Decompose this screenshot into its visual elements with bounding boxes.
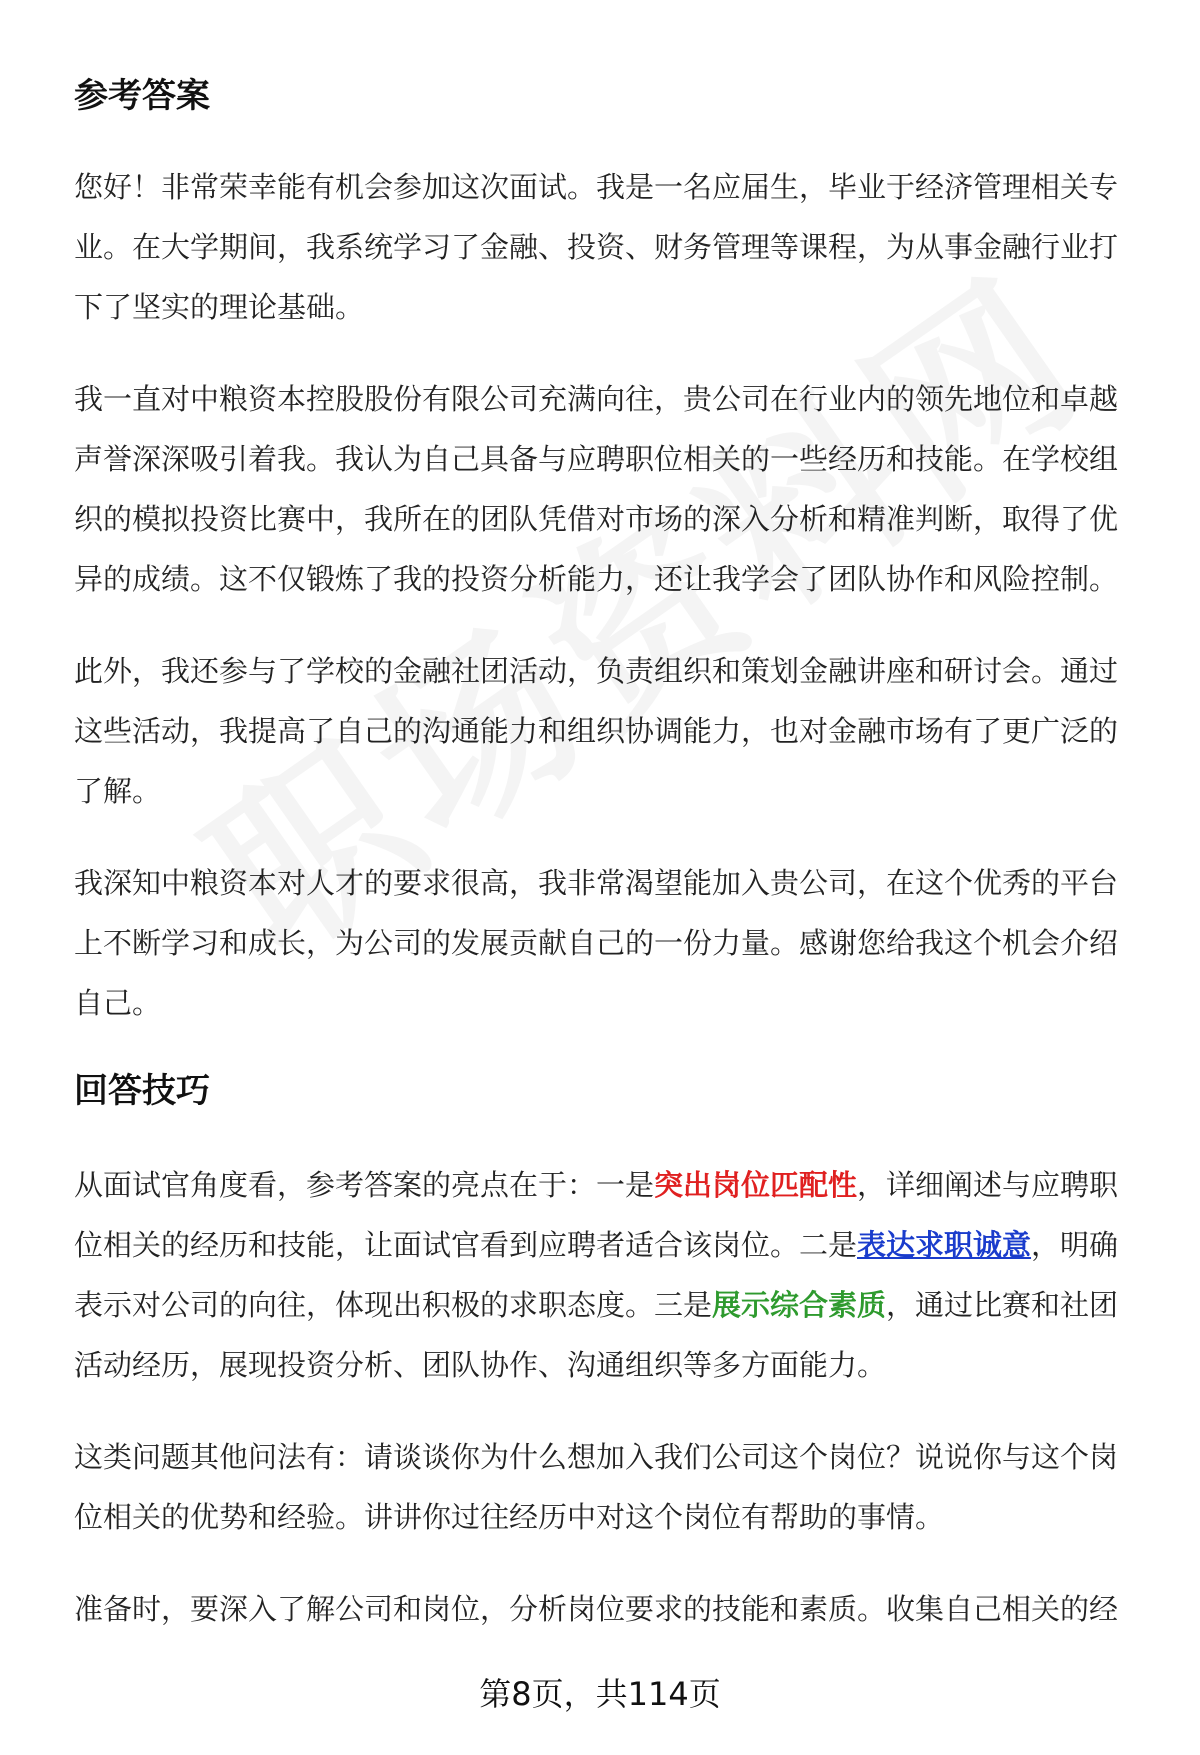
answer-paragraph-3: 此外，我还参与了学校的金融社团活动，负责组织和策划金融讲座和研讨会。通过这些活动，我提高了自己的沟通能力和组织协调能力，也对金融市场有了更广泛的了解。: [74, 654, 1119, 808]
highlight-overall-quality: 展示综合素质: [712, 1288, 887, 1322]
highlight-job-match: 突出岗位匹配性: [654, 1168, 858, 1202]
tips-text-part2: ，详细阐述与应聘职位相关的经历和技能，让面试官看到应聘者适合该岗位。二是: [74, 1168, 1119, 1262]
tips-text-part1: 从面试官角度看，参考答案的亮点在于：一是: [74, 1168, 655, 1202]
highlight-sincerity: 表达求职诚意: [857, 1228, 1032, 1262]
page-number: 第8页，共114页: [479, 1675, 721, 1713]
section-title-reference-answer: 参考答案: [74, 76, 210, 116]
answer-paragraph-1: 您好！非常荣幸能有机会参加这次面试。我是一名应届生，毕业于经济管理相关专业。在大学期间，我系统学习了金融、投资、财务管理等课程，为从事金融行业打下了坚实的理论基础。: [74, 170, 1119, 324]
tips-text-part4: ，通过比赛和社团活动经历，展现投资分析、团队协作、沟通组织等多方面能力。: [74, 1288, 1119, 1382]
tips-text-part3: ，明确表示对公司的向往，体现出积极的求职态度。三是: [74, 1228, 1119, 1322]
tips-paragraph-2: 这类问题其他问法有：请谈谈你为什么想加入我们公司这个岗位？说说你与这个岗位相关的优势和经验。讲讲你过往经历中对这个岗位有帮助的事情。: [74, 1440, 1119, 1534]
tips-paragraph-3: 准备时，要深入了解公司和岗位，分析岗位要求的技能和素质。收集自己相关的经: [74, 1592, 1119, 1626]
page-content: [74, 70, 1146, 1671]
section-title-answer-tips: 回答技巧: [74, 1071, 210, 1111]
answer-paragraph-4: 我深知中粮资本对人才的要求很高，我非常渴望能加入贵公司，在这个优秀的平台上不断学习和成长，为公司的发展贡献自己的一份力量。感谢您给我这个机会介绍自己。: [74, 866, 1119, 1020]
answer-paragraph-2: 我一直对中粮资本控股股份有限公司充满向往，贵公司在行业内的领先地位和卓越声誉深深吸引着我。我认为自己具备与应聘职位相关的一些经历和技能。在学校组织的模拟投资比赛中，我所在的团队凭借对市场的深入分析和精准判断，取得了优异的成绩。这不仅锻炼了我的投资分析能力，还让我学会了团队协作和风险控制。: [74, 382, 1119, 596]
tips-paragraph-1: [74, 1155, 1146, 1395]
